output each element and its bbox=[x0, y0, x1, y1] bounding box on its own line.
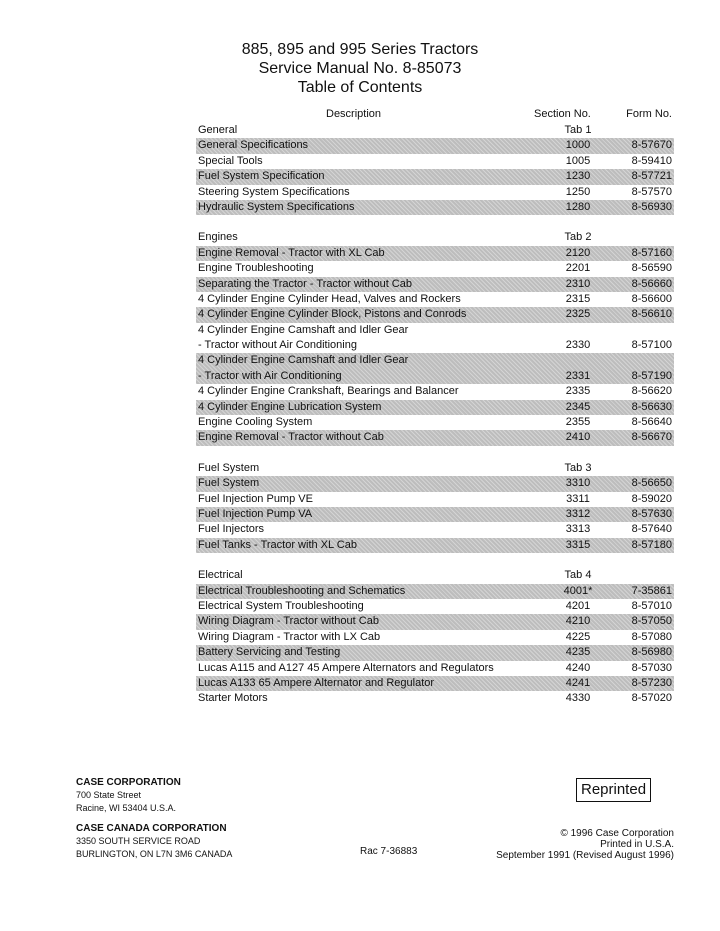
toc-row bbox=[196, 538, 674, 553]
row-description-line: Engine Cooling System bbox=[198, 416, 313, 429]
row-description-line: Fuel Injectors bbox=[198, 523, 265, 536]
group-name: Engines bbox=[198, 231, 238, 244]
group-tab: Tab 4 bbox=[564, 569, 592, 582]
row-section-number: 4201 bbox=[565, 599, 591, 612]
row-form-number: 8-57100 bbox=[631, 339, 672, 352]
row-section-number: 3310 bbox=[565, 477, 591, 490]
row-description bbox=[198, 507, 312, 522]
row-description bbox=[198, 676, 434, 691]
row-description bbox=[198, 522, 264, 537]
row-form-number: 8-56640 bbox=[631, 416, 672, 429]
row-form-number: 8-57670 bbox=[631, 139, 672, 152]
group-spacer bbox=[196, 215, 674, 230]
toc-row bbox=[196, 277, 674, 292]
row-description-line: Electrical System Troubleshooting bbox=[198, 599, 364, 612]
group-name: Fuel System bbox=[198, 461, 260, 474]
row-section-number: 3315 bbox=[565, 538, 591, 551]
group-tab: Tab 3 bbox=[564, 461, 592, 474]
row-section-number: 2355 bbox=[565, 416, 591, 429]
row-form-number: 8-57080 bbox=[631, 630, 672, 643]
row-description-line: Fuel System Specification bbox=[198, 170, 325, 183]
row-section-number: 3312 bbox=[565, 508, 591, 521]
toc-row bbox=[196, 400, 674, 415]
row-description bbox=[198, 614, 379, 629]
toc-row bbox=[196, 676, 674, 691]
row-description bbox=[198, 246, 385, 261]
row-section-number: 4235 bbox=[565, 646, 591, 659]
row-description bbox=[198, 538, 357, 553]
row-description-line: Engine Troubleshooting bbox=[198, 262, 314, 275]
toc-row bbox=[196, 415, 674, 430]
row-description bbox=[198, 307, 466, 322]
row-section-number: 3313 bbox=[565, 523, 591, 536]
row-form-number: 8-57630 bbox=[631, 508, 672, 521]
group-tab: Tab 1 bbox=[564, 124, 592, 136]
toc-row bbox=[196, 661, 674, 676]
row-form-number: 8-57010 bbox=[631, 599, 672, 612]
row-section-number: 2310 bbox=[565, 277, 591, 290]
toc-row bbox=[196, 584, 674, 599]
row-form-number: 8-56620 bbox=[631, 385, 672, 398]
group-heading bbox=[196, 568, 674, 583]
row-description-line: 4 Cylinder Engine Crankshaft, Bearings and Balancer bbox=[198, 385, 459, 398]
row-description-line: Fuel Tanks - Tractor with XL Cab bbox=[198, 538, 357, 551]
copyright-block bbox=[496, 828, 674, 861]
row-form-number: 8-56930 bbox=[631, 200, 672, 213]
toc-row bbox=[196, 353, 674, 384]
row-form-number: 8-57230 bbox=[631, 676, 672, 689]
row-form-number: 8-57640 bbox=[631, 523, 672, 536]
row-description-line: Hydraulic System Specifications bbox=[198, 200, 355, 213]
row-description bbox=[198, 292, 461, 307]
row-section-number: 1280 bbox=[565, 200, 591, 213]
row-description bbox=[198, 430, 384, 445]
group-tab: Tab 2 bbox=[564, 231, 592, 244]
row-form-number: 8-56660 bbox=[631, 277, 672, 290]
row-description-line: Starter Motors bbox=[198, 692, 268, 705]
row-description bbox=[198, 645, 340, 660]
row-section-number: 2345 bbox=[565, 400, 591, 413]
row-form-number: 8-56610 bbox=[631, 308, 672, 321]
row-section-number: 2325 bbox=[565, 308, 591, 321]
case-address-line-2: Racine, WI 53404 U.S.A. bbox=[76, 803, 177, 813]
row-form-number: 8-56630 bbox=[631, 400, 672, 413]
row-section-number: 2335 bbox=[565, 385, 591, 398]
title-line-1: 885, 895 and 995 Series Tractors bbox=[241, 41, 479, 58]
group-name: Electrical bbox=[198, 569, 243, 582]
row-description-line: Electrical Troubleshooting and Schematics bbox=[198, 584, 406, 597]
row-description bbox=[198, 261, 314, 276]
row-description-line: Lucas A133 65 Ampere Alternator and Regulator bbox=[198, 676, 435, 689]
row-description-line: Lucas A115 and A127 45 Ampere Alternators and Regulators bbox=[198, 661, 494, 674]
case-company-name: CASE CORPORATION bbox=[76, 777, 181, 788]
row-description-line: Engine Removal - Tractor without Cab bbox=[198, 431, 384, 444]
row-form-number: 8-57020 bbox=[631, 692, 672, 705]
row-section-number: 2330 bbox=[565, 339, 591, 352]
row-section-number: 2331 bbox=[565, 369, 591, 382]
row-description bbox=[198, 353, 408, 384]
section-header: Section No. bbox=[534, 108, 591, 120]
row-description bbox=[198, 691, 268, 706]
row-form-number: 8-56650 bbox=[631, 477, 672, 490]
row-form-number: 8-57180 bbox=[631, 538, 672, 551]
row-section-number: 3311 bbox=[566, 492, 590, 505]
title-line-3: Table of Contents bbox=[297, 79, 423, 96]
title-line-2: Service Manual No. 8-85073 bbox=[258, 60, 462, 77]
row-form-number: 8-57570 bbox=[631, 185, 672, 198]
description-header: Description bbox=[326, 108, 382, 120]
reprinted-stamp: Reprinted bbox=[576, 778, 651, 802]
row-description bbox=[198, 630, 380, 645]
toc-row bbox=[196, 154, 674, 169]
toc-row bbox=[196, 507, 674, 522]
row-description-line: 4 Cylinder Engine Camshaft and Idler Gear bbox=[198, 323, 409, 336]
table-of-contents bbox=[196, 108, 674, 707]
group-heading bbox=[196, 230, 674, 245]
printed-in-text: Printed in U.S.A. bbox=[600, 839, 674, 850]
form-header: Form No. bbox=[626, 108, 672, 120]
row-section-number: 4241 bbox=[565, 676, 591, 689]
row-description bbox=[198, 599, 364, 614]
row-description bbox=[198, 138, 308, 153]
row-description-line: Engine Removal - Tractor with XL Cab bbox=[198, 246, 385, 259]
row-section-number: 1000 bbox=[565, 139, 591, 152]
row-description-line: Wiring Diagram - Tractor with LX Cab bbox=[198, 630, 381, 643]
canada-company-name: CASE CANADA CORPORATION bbox=[76, 823, 227, 834]
row-form-number: 8-59410 bbox=[631, 154, 672, 167]
row-description-line: Special Tools bbox=[198, 154, 263, 167]
toc-row bbox=[196, 476, 674, 491]
row-description bbox=[198, 584, 405, 599]
row-section-number: 4210 bbox=[565, 615, 591, 628]
toc-row bbox=[196, 384, 674, 399]
row-description bbox=[198, 476, 259, 491]
row-form-number: 8-56590 bbox=[631, 262, 672, 275]
canada-address bbox=[76, 822, 232, 861]
row-form-number: 8-56600 bbox=[631, 292, 672, 305]
row-description bbox=[198, 200, 355, 215]
row-form-number: 7-35861 bbox=[631, 584, 672, 597]
toc-row bbox=[196, 246, 674, 261]
row-form-number: 8-57160 bbox=[631, 246, 672, 259]
row-description-line: Steering System Specifications bbox=[198, 185, 350, 198]
toc-row bbox=[196, 307, 674, 322]
row-description-line: 4 Cylinder Engine Cylinder Block, Pistons and Conrods bbox=[198, 308, 467, 321]
canada-address-line-1: 3350 SOUTH SERVICE ROAD bbox=[76, 836, 201, 846]
row-section-number: 2410 bbox=[565, 431, 591, 444]
row-description-line: Fuel Injection Pump VA bbox=[198, 508, 313, 521]
row-description-line-2: - Tractor without Air Conditioning bbox=[198, 339, 357, 352]
row-description bbox=[198, 169, 325, 184]
row-section-number: 1230 bbox=[565, 170, 591, 183]
group-spacer bbox=[196, 553, 674, 568]
row-section-number: 4240 bbox=[565, 661, 591, 674]
case-address bbox=[76, 776, 181, 815]
row-description-line: Battery Servicing and Testing bbox=[198, 646, 341, 659]
row-description bbox=[198, 154, 263, 169]
row-form-number: 8-56670 bbox=[631, 431, 672, 444]
row-form-number: 8-57050 bbox=[631, 615, 672, 628]
revision-date: September 1991 (Revised August 1996) bbox=[496, 850, 674, 861]
row-description bbox=[198, 400, 381, 415]
row-description bbox=[198, 492, 313, 507]
row-description bbox=[198, 323, 408, 354]
document-title bbox=[0, 40, 720, 97]
rac-number: Rac 7-36883 bbox=[360, 846, 418, 857]
row-section-number: 2120 bbox=[565, 246, 591, 259]
row-form-number: 8-57190 bbox=[631, 369, 672, 382]
row-description bbox=[198, 661, 494, 676]
row-section-number: 2201 bbox=[565, 262, 591, 275]
toc-row bbox=[196, 430, 674, 445]
row-description-line: 4 Cylinder Engine Cylinder Head, Valves and Rockers bbox=[198, 292, 461, 305]
row-description bbox=[198, 415, 312, 430]
group-heading bbox=[196, 461, 674, 476]
row-form-number: 8-59020 bbox=[631, 492, 672, 505]
row-section-number: 1250 bbox=[565, 185, 591, 198]
row-description-line: General Specifications bbox=[198, 139, 309, 152]
toc-row bbox=[196, 492, 674, 507]
row-section-number: 4225 bbox=[565, 630, 591, 643]
row-description bbox=[198, 384, 458, 399]
row-form-number: 8-56980 bbox=[631, 646, 672, 659]
row-description-line: Wiring Diagram - Tractor without Cab bbox=[198, 615, 379, 628]
toc-row bbox=[196, 630, 674, 645]
row-description-line: Separating the Tractor - Tractor without Cab bbox=[198, 277, 412, 290]
copyright-text: © 1996 Case Corporation bbox=[560, 828, 674, 839]
row-form-number: 8-57721 bbox=[631, 170, 672, 183]
group-heading bbox=[196, 123, 674, 138]
toc-row bbox=[196, 261, 674, 276]
toc-groups bbox=[196, 123, 674, 707]
case-address-line-1: 700 State Street bbox=[76, 790, 142, 800]
toc-row bbox=[196, 522, 674, 537]
row-section-number: 4001* bbox=[563, 584, 593, 597]
toc-row bbox=[196, 138, 674, 153]
toc-row bbox=[196, 200, 674, 215]
row-description-line-2: - Tractor with Air Conditioning bbox=[198, 369, 342, 382]
toc-row bbox=[196, 645, 674, 660]
row-description bbox=[198, 277, 412, 292]
toc-row bbox=[196, 323, 674, 354]
row-description-line: Fuel System bbox=[198, 477, 260, 490]
row-section-number: 1005 bbox=[565, 154, 591, 167]
row-section-number: 2315 bbox=[565, 292, 591, 305]
toc-row bbox=[196, 614, 674, 629]
group-name: General bbox=[198, 124, 238, 136]
row-description-line: 4 Cylinder Engine Lubrication System bbox=[198, 400, 382, 413]
toc-row bbox=[196, 169, 674, 184]
toc-row bbox=[196, 599, 674, 614]
canada-address-line-2: BURLINGTON, ON L7N 3M6 CANADA bbox=[76, 849, 233, 859]
row-section-number: 4330 bbox=[565, 692, 591, 705]
row-description bbox=[198, 185, 350, 200]
toc-row bbox=[196, 185, 674, 200]
row-description-line: 4 Cylinder Engine Camshaft and Idler Gear bbox=[198, 354, 409, 367]
column-headers bbox=[196, 108, 674, 123]
toc-row bbox=[196, 691, 674, 706]
row-description-line: Fuel Injection Pump VE bbox=[198, 492, 313, 505]
row-form-number: 8-57030 bbox=[631, 661, 672, 674]
group-spacer bbox=[196, 446, 674, 461]
toc-row bbox=[196, 292, 674, 307]
